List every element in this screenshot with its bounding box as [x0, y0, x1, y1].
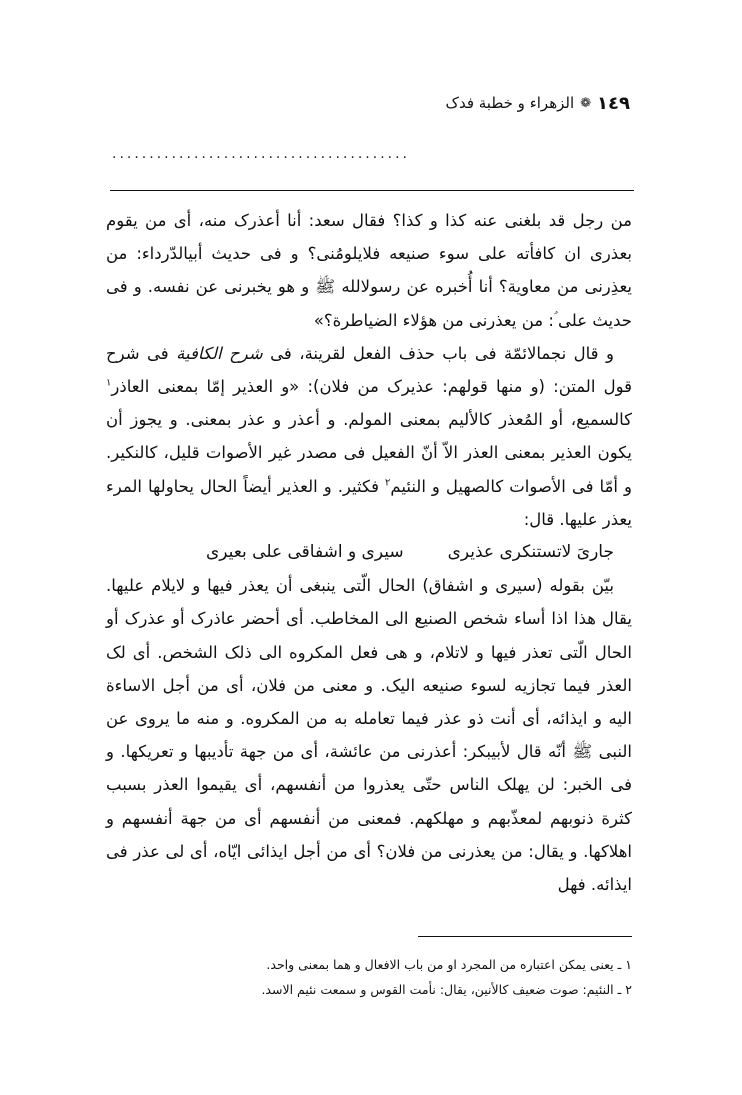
footnote-ref-2: ٢: [385, 477, 391, 489]
main-text: [106, 204, 632, 901]
ornament-separator: ❁: [580, 95, 592, 111]
paragraph-1: من رجل قد بلغنی عنه کذا و کذا؟ فقال سعد: أنا أعذرک منه، أی من یقوم بعذری ان کافأته علی سوء صنیعه فلایلومُنی؟ و فی حدیث أبیالدّرداء: من یعذِرنی من معاویة؟ أنا أُخبره عن رسولالله ﷺ و هو یخبرنی عن نفسه. و فی حدیث علی ؑ: من یعذرنی من هؤلاء الضیاطرة؟»: [106, 211, 632, 330]
verse-second-hemistich: سیری و اشفاقی علی بعیری: [206, 542, 404, 563]
paragraph-3: بیّن بقوله (سیری و اشفاق) الحال الّتی ینبغی أن یعذر فیها و لایلام علیها. یقال هذا اذا أساء شخص الصنیع الی المخاطب. أی أحضر عاذرک أو عذرک أو الحال الّتی تعذر فیها و لاتلام، و هی فعل المکروه الی ذلک الشخص. أی لک العذر فیما تجازیه لسوء صنیعه الیک. و معنی من فلان، أی من أجل الاساءة الیه و ایذائه، أی أنت ذو عذر فیما تعامله به من المکروه. و منه ما یروی عن النبی ﷺ أنّه قال لأبیبکر: أعذرنی من عائشة، أی من جهة تأدیبها و تعریکها. و فی الخبر: لن یهلک الناس حتّی یعذروا من أنفسهم، أی یقیموا العذر بسبب کثرة ذنوبهم لمعذّبهم و مهلکهم. فمعنی من أنفسهم أی من جهة أنفسهم و اهلاکها. و یقال: من یعذرنی من فلان؟ أی من أجل ایذائی ایّاه، أی لی عذر فی ایذائه. فهل: [106, 576, 632, 895]
footnote-2: ٢ ـ النئیم: صوت ضعیف کالأنین، یقال: نأمت القوس و سمعت نئیم الاسد.: [261, 982, 632, 997]
paragraph-2-text-c: کالسمیع، أو المُعذر کالألیم بمعنی المولم. و أعذر و عذر بمعنی. و یجوز أن یکون العذیر بمعنی العذر الاّ أنّ الفعیل فی مصدر غیر الأصوات قلیل، کالنکیر. و أمّا فی الأصوات کالصهیل و النئیم: [106, 410, 632, 496]
running-title: الزهراء و خطبة فدک: [445, 94, 575, 112]
paragraph-2-text-b: فی شرح قول المتن: (و منها قولهم: عذیرک من فلان): «و العذیر إمّا بمعنی العاذر: [106, 343, 632, 397]
header-rule: [110, 190, 634, 191]
paragraph-2-text-a: و قال نجمالائمّة فی باب حذف الفعل لقرینة، فی: [262, 343, 614, 363]
book-title: شرح الکافیة: [176, 343, 263, 363]
footnote-rule: [418, 936, 632, 937]
page-number: ١٤٩: [597, 92, 630, 114]
paragraph-2: [106, 337, 632, 536]
footnote-ref-1: ١: [106, 377, 112, 389]
verse-first-hemistich: جاریَ لاتستنکری عذیری: [447, 542, 614, 563]
footnote-1: ١ ـ یعنی یمکن اعتباره من المجرد او من باب الافعال و هما بمعنی واحد.: [266, 957, 632, 972]
footnotes: [106, 952, 632, 1002]
running-header: [110, 88, 630, 118]
dotted-leader: ........................................: [112, 146, 411, 162]
poem-verse: [106, 536, 632, 569]
paragraph-2-text-d: فکثیر. و العذیر أیضاً الحال یحاولها المرء یعذر علیها. قال:: [106, 476, 632, 529]
